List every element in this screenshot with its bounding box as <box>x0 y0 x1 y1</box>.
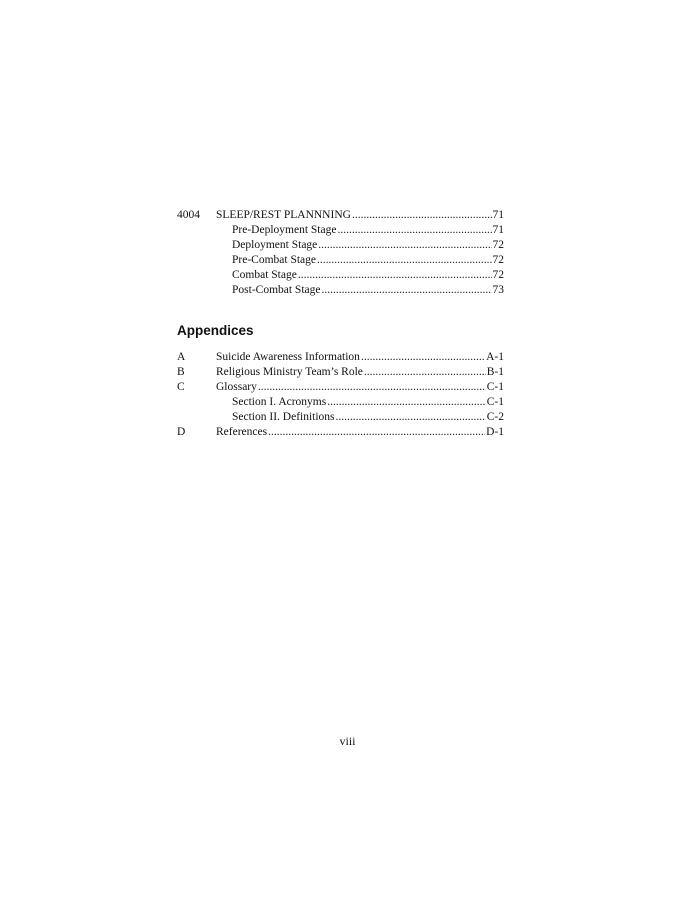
appendix-letter: D <box>177 426 186 438</box>
appendix-letter: C <box>177 381 185 393</box>
toc-entry-line <box>216 208 504 223</box>
subentry-title: Deployment Stage <box>232 239 318 251</box>
toc-entry-line <box>232 223 504 238</box>
appendix-letter: B <box>177 366 185 378</box>
toc-entry-line <box>232 410 504 425</box>
page-number: C-1 <box>486 396 504 408</box>
toc-entry-line <box>216 365 504 380</box>
page-number: 72 <box>492 239 504 251</box>
subentry-title: Pre-Deployment Stage <box>232 224 337 236</box>
toc-subentry <box>177 268 504 283</box>
dot-leader <box>317 253 492 268</box>
toc-entry-line <box>216 380 504 395</box>
dot-leader <box>336 410 486 425</box>
dot-leader <box>298 268 492 283</box>
dot-leader <box>322 283 492 298</box>
appendix-entry-a <box>177 350 504 365</box>
subentry-title: Pre-Combat Stage <box>232 254 316 266</box>
appendix-subentry <box>177 395 504 410</box>
section-number: 4004 <box>177 209 200 221</box>
dot-leader <box>268 425 485 440</box>
toc-entry-line <box>232 268 504 283</box>
toc-subentry <box>177 253 504 268</box>
page-number: 71 <box>492 209 504 221</box>
toc-entry-line <box>232 253 504 268</box>
appendix-letter: A <box>177 351 186 363</box>
toc-entry-line <box>216 350 504 365</box>
appendix-title: Glossary <box>216 381 257 393</box>
toc-entry-line <box>232 238 504 253</box>
appendix-subentry-title: Section I. Acronyms <box>232 396 327 408</box>
page-number: 72 <box>492 269 504 281</box>
page-number: A-1 <box>486 351 504 363</box>
page-number: C-2 <box>486 411 504 423</box>
page-number: B-1 <box>486 366 504 378</box>
page-number: D-1 <box>486 426 504 438</box>
subentry-title: Combat Stage <box>232 269 297 281</box>
appendix-title: Religious Ministry Team’s Role <box>216 366 363 378</box>
page-number: 72 <box>492 254 504 266</box>
toc-subentry <box>177 283 504 298</box>
appendices-heading: Appendices <box>177 323 254 338</box>
page-number: 73 <box>492 284 504 296</box>
page-number: 71 <box>492 224 504 236</box>
dot-leader <box>318 238 491 253</box>
dot-leader <box>258 380 486 395</box>
dot-leader <box>352 208 492 223</box>
toc-entry-line <box>232 395 504 410</box>
toc-subentry <box>177 238 504 253</box>
appendix-entry-b <box>177 365 504 380</box>
toc-subentry <box>177 223 504 238</box>
appendix-subentry <box>177 410 504 425</box>
dot-leader <box>327 395 486 410</box>
dot-leader <box>364 365 486 380</box>
dot-leader <box>337 223 491 238</box>
appendix-title: Suicide Awareness Information <box>216 351 360 363</box>
page-number: C-1 <box>486 381 504 393</box>
appendix-entry-c <box>177 380 504 395</box>
footer-page-number: viii <box>339 734 356 748</box>
toc-entry-line <box>232 283 504 298</box>
toc-entry-4004 <box>177 208 504 223</box>
appendix-title: References <box>216 426 268 438</box>
section-title: SLEEP/REST PLANNNING <box>216 209 351 221</box>
toc-entry-line <box>216 425 504 440</box>
appendix-subentry-title: Section II. Definitions <box>232 411 335 423</box>
dot-leader <box>361 350 485 365</box>
subentry-title: Post-Combat Stage <box>232 284 321 296</box>
appendix-entry-d <box>177 425 504 440</box>
